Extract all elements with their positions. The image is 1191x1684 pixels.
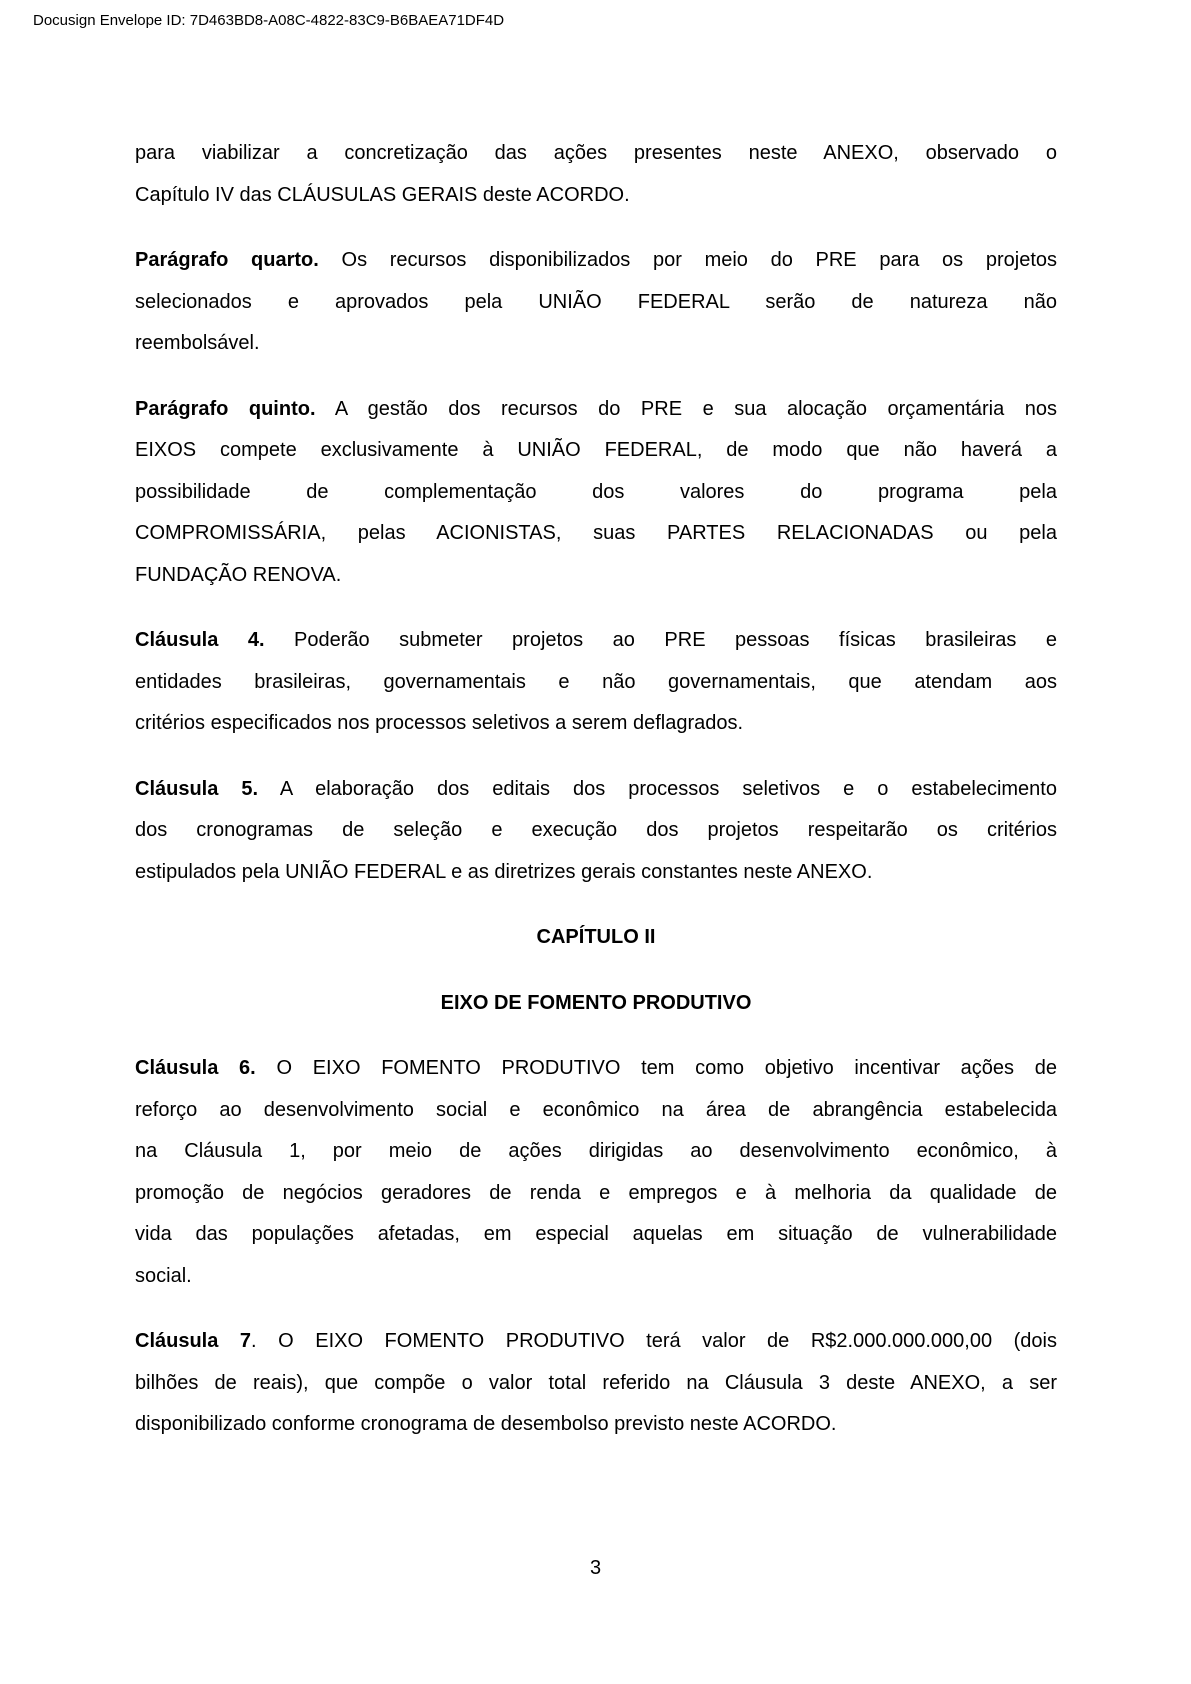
paragraph-line: estipulados pela UNIÃO FEDERAL e as diretrizes gerais constantes neste ANEXO. <box>135 860 873 883</box>
paragraph-line: social. <box>135 1264 192 1287</box>
paragraph-line: entidades brasileiras, governamentais e não governamentais, que atendam aos <box>135 670 1057 693</box>
paragraph-lead: Cláusula 5. <box>135 777 259 800</box>
chapter-heading: CAPÍTULO II <box>536 926 656 948</box>
paragraph-line <box>135 389 1057 431</box>
paragraph-line: Capítulo IV das CLÁUSULAS GERAIS deste ACORDO. <box>135 183 630 206</box>
paragraph-line: possibilidade de complementação dos valores do programa pela <box>135 480 1057 503</box>
paragraph-lead: Parágrafo quarto. <box>135 249 319 271</box>
paragraph-text: para viabilizar a concretização das ações presentes neste ANEXO, observado o <box>135 142 1057 164</box>
paragraph-text: Poderão submeter projetos ao PRE pessoas físicas brasileiras e <box>264 629 1057 651</box>
paragraph-line: vida das populações afetadas, em especial aquelas em situação de vulnerabilidade <box>135 1223 1057 1245</box>
paragraph-line: reforço ao desenvolvimento social e econômico na área de abrangência estabelecida <box>135 1098 1057 1121</box>
paragraph-paragrafo-quarto <box>135 240 1057 365</box>
paragraph-line: dos cronogramas de seleção e execução dos projetos respeitarão os critérios <box>135 819 1057 841</box>
paragraph-text: Os recursos disponibilizados por meio do PRE para os projetos <box>318 249 1057 271</box>
paragraph-lead: Cláusula 4. <box>135 629 265 651</box>
paragraph-line <box>135 240 1057 282</box>
paragraph-line <box>135 1321 1057 1363</box>
paragraph-line: promoção de negócios geradores de renda e empregos e à melhoria da qualidade de <box>135 1181 1057 1204</box>
paragraph-line <box>135 133 1057 175</box>
paragraph-text: . O EIXO FOMENTO PRODUTIVO terá valor de R$2.000.000.000,00 (dois <box>251 1330 1057 1352</box>
paragraph-paragrafo-quinto <box>135 389 1057 597</box>
paragraph-text: A gestão dos recursos do PRE e sua alocação orçamentária nos <box>315 397 1057 420</box>
paragraph-line: reembolsável. <box>135 332 260 354</box>
paragraph-text: A elaboração dos editais dos processos seletivos e o estabelecimento <box>258 777 1057 800</box>
paragraph-clausula-7 <box>135 1321 1057 1446</box>
docusign-envelope-id: Docusign Envelope ID: 7D463BD8-A08C-4822-83C9-B6BAEA71DF4D <box>33 12 505 29</box>
paragraph-line: FUNDAÇÃO RENOVA. <box>135 563 342 586</box>
paragraph-lead: Parágrafo quinto. <box>135 397 316 420</box>
paragraph-lead: Cláusula 6. <box>135 1057 256 1079</box>
paragraph-line: EIXOS compete exclusivamente à UNIÃO FEDERAL, de modo que não haverá a <box>135 439 1057 461</box>
paragraph-line <box>135 769 1057 811</box>
paragraph-clausula-4 <box>135 620 1057 745</box>
section-heading: EIXO DE FOMENTO PRODUTIVO <box>440 991 752 1014</box>
paragraph-line: bilhões de reais), que compõe o valor total referido na Cláusula 3 deste ANEXO, a ser <box>135 1371 1057 1394</box>
paragraph-text: O EIXO FOMENTO PRODUTIVO tem como objetivo incentivar ações de <box>255 1057 1057 1079</box>
paragraph-line <box>135 620 1057 662</box>
paragraph-continuation <box>135 133 1057 216</box>
page-number: 3 <box>589 1557 602 1579</box>
paragraph-clausula-5 <box>135 769 1057 894</box>
paragraph-line: COMPROMISSÁRIA, pelas ACIONISTAS, suas PARTES RELACIONADAS ou pela <box>135 522 1057 544</box>
paragraph-line: disponibilizado conforme cronograma de desembolso previsto neste ACORDO. <box>135 1413 837 1435</box>
paragraph-line: selecionados e aprovados pela UNIÃO FEDERAL serão de natureza não <box>135 290 1057 313</box>
document-body <box>135 133 1057 1470</box>
paragraph-clausula-6 <box>135 1048 1057 1297</box>
paragraph-line: critérios especificados nos processos seletivos a serem deflagrados. <box>135 712 744 734</box>
paragraph-line <box>135 1048 1057 1090</box>
paragraph-line: na Cláusula 1, por meio de ações dirigidas ao desenvolvimento econômico, à <box>135 1140 1057 1162</box>
paragraph-lead: Cláusula 7 <box>135 1330 252 1352</box>
